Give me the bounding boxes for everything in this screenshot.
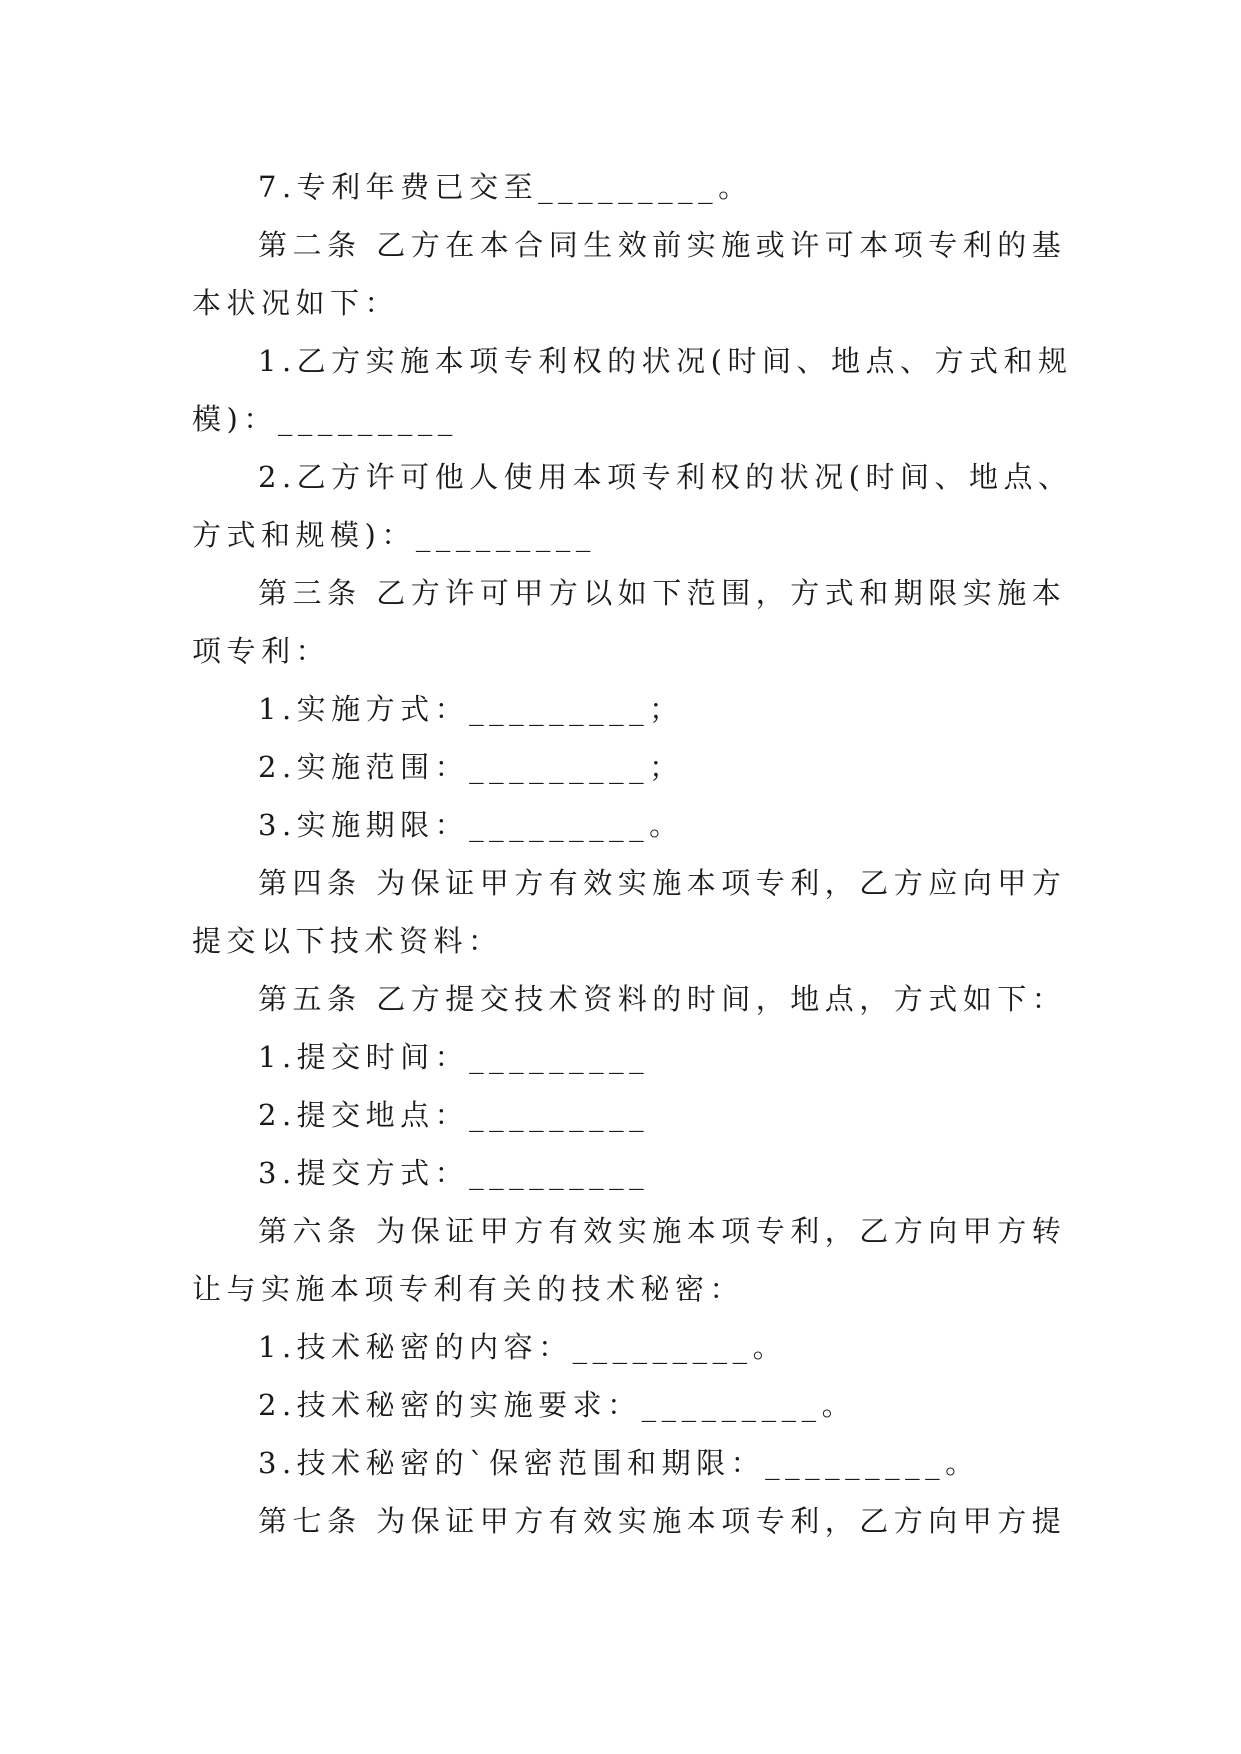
text-line: 2.提交地点：_________ [258,1098,650,1132]
text-line: 1.提交时间：_________ [258,1040,650,1074]
text-line: 2.技术秘密的实施要求：_________。 [258,1388,857,1422]
document-page [192,158,1073,1550]
text-line: 第二条 乙方在本合同生效前实施或许可本项专利的基 [258,228,1067,262]
text-line: 项专利： [192,634,331,668]
text-line: 2.乙方许可他人使用本项专利权的状况(时间、地点、 [258,460,1073,494]
text-line: 第三条 乙方许可甲方以如下范围，方式和期限实施本 [258,576,1067,610]
text-line: 2.实施范围：_________； [258,750,684,784]
text-line: 模)：_________ [192,402,458,436]
text-line: 让与实施本项专利有关的技术秘密： [192,1272,745,1306]
text-line: 3.技术秘密的`保密范围和期限：_________。 [258,1446,980,1480]
text-line: 第六条 为保证甲方有效实施本项专利，乙方向甲方转 [258,1214,1067,1248]
text-line: 方式和规模)：_________ [192,518,596,552]
text-line: 1.实施方式：_________； [258,692,684,726]
text-line: 1.技术秘密的内容：_________。 [258,1330,788,1364]
text-line: 1.乙方实施本项专利权的状况(时间、地点、方式和规 [258,344,1073,378]
text-line: 第五条 乙方提交技术资料的时间，地点，方式如下： [258,982,1067,1016]
text-line: 第七条 为保证甲方有效实施本项专利，乙方向甲方提 [258,1504,1067,1538]
text-line: 本状况如下： [192,286,400,320]
text-line: 3.提交方式：_________ [258,1156,650,1190]
text-line: 第四条 为保证甲方有效实施本项专利，乙方应向甲方 [258,866,1067,900]
text-line: 3.实施期限：_________。 [258,808,684,842]
text-line: 7.专利年费已交至_________。 [258,170,753,204]
text-line: 提交以下技术资料： [192,924,503,958]
